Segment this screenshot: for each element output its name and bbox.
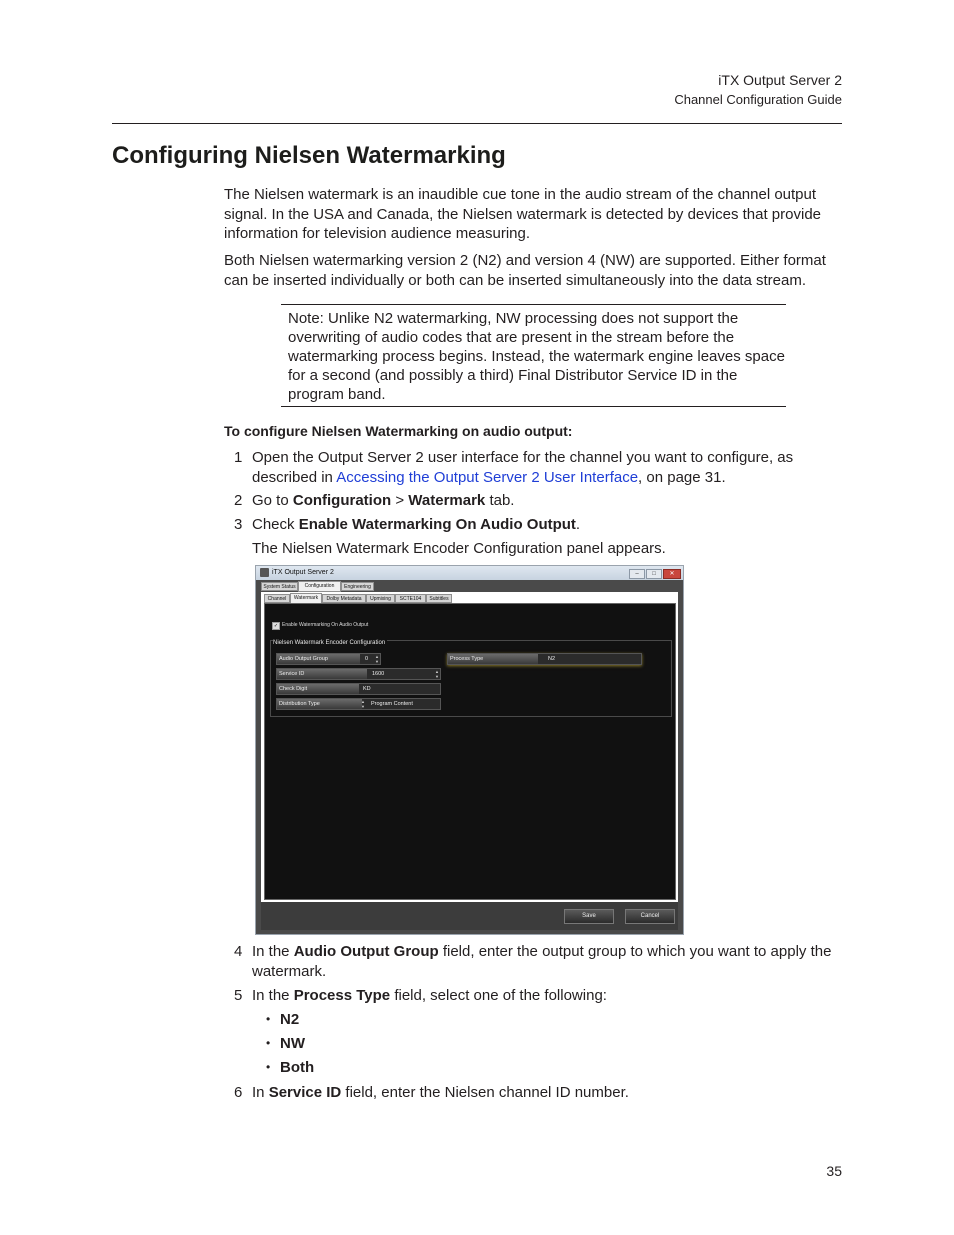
step-text: In the <box>252 943 294 960</box>
tab-system-status[interactable]: System Status <box>261 582 298 591</box>
step-number: 4 <box>234 943 243 960</box>
step-3-result: The Nielsen Watermark Encoder Configuration panel appears. <box>252 540 666 557</box>
step-text: tab. <box>485 492 515 509</box>
step-text: , on page 31. <box>638 468 726 486</box>
step-bold: Audio Output Group <box>293 943 439 960</box>
step-bold: Service ID <box>268 1084 342 1101</box>
step-number: 2 <box>234 492 243 509</box>
step-text: In the <box>252 987 294 1004</box>
tab-configuration[interactable]: Configuration <box>298 581 341 592</box>
header-guide: Channel Configuration Guide <box>674 92 842 107</box>
step-number: 3 <box>234 516 243 533</box>
encoder-config-group <box>270 640 672 717</box>
watermark-panel <box>264 603 676 900</box>
check-digit-field[interactable] <box>276 683 441 695</box>
bullet-icon: • <box>266 1060 271 1074</box>
step-text: . <box>575 516 581 533</box>
step-text: > <box>391 492 409 509</box>
window-titlebar <box>256 566 683 580</box>
field-label: Check Digit <box>277 684 359 694</box>
config-tab-content <box>261 592 678 902</box>
step-text: Check <box>252 516 299 533</box>
tab-scte104[interactable]: SCTE104 <box>395 594 426 603</box>
step-bold: Process Type <box>293 987 391 1004</box>
save-button[interactable]: Save <box>564 909 614 924</box>
step-1 <box>234 448 834 488</box>
tab-dolby-metadata[interactable]: Dolby Metadata <box>322 594 366 603</box>
option-label: NW <box>280 1035 305 1052</box>
link-accessing-ui[interactable]: Accessing the Output Server 2 User Interface <box>336 468 639 486</box>
procedure-title: To configure Nielsen Watermarking on audio output: <box>224 423 573 439</box>
note-box <box>281 304 786 407</box>
step-6 <box>234 1083 834 1103</box>
tab-subtitles[interactable]: Subtitles <box>426 594 452 603</box>
enable-watermarking-label: Enable Watermarking On Audio Output <box>282 622 369 628</box>
field-value: Program Content <box>371 701 413 707</box>
maximize-icon[interactable]: □ <box>646 569 662 579</box>
window-title: iTX Output Server 2 <box>272 569 334 576</box>
header-product: iTX Output Server 2 <box>718 72 842 88</box>
page-title: Configuring Nielsen Watermarking <box>112 142 506 169</box>
field-value: 0 <box>365 656 369 662</box>
bullet-icon: • <box>266 1012 271 1026</box>
tab-watermark[interactable]: Watermark <box>290 593 322 604</box>
window-footer <box>261 902 678 930</box>
header-rule <box>112 123 842 124</box>
step-text: field, enter the Nielsen channel ID number. <box>341 1084 629 1101</box>
app-icon <box>260 568 269 577</box>
step-4 <box>234 942 834 982</box>
step-number: 6 <box>234 1084 243 1101</box>
cancel-button[interactable]: Cancel <box>625 909 675 924</box>
option-label: N2 <box>280 1011 300 1028</box>
step-number: 5 <box>234 987 243 1004</box>
step-text: field, enter the output group to which you want to apply the watermark. <box>252 943 832 980</box>
app-window-screenshot <box>255 565 684 935</box>
option-label: Both <box>280 1059 315 1076</box>
field-value: N2 <box>548 656 556 662</box>
step-number: 1 <box>234 449 243 466</box>
bullet-icon: • <box>266 1036 271 1050</box>
page-number: 35 <box>826 1163 842 1179</box>
step-text: Open the Output Server 2 user interface for the channel you want to configure, as described in <box>252 449 794 486</box>
step-text: Go to <box>252 492 293 509</box>
enable-watermarking-checkbox[interactable]: ✓ <box>273 623 279 629</box>
step-5 <box>234 986 834 1006</box>
field-value: KD <box>363 686 371 692</box>
spinner-icon[interactable]: ▲ ▼ <box>435 669 439 679</box>
tab-channel[interactable]: Channel <box>264 594 290 603</box>
field-value: 1600 <box>372 671 385 677</box>
tab-engineering[interactable]: Engineering <box>341 582 374 591</box>
field-label: Service ID <box>277 669 367 679</box>
field-label: Audio Output Group <box>277 654 360 664</box>
step-3 <box>234 515 834 535</box>
step-text: field, select one of the following: <box>390 987 607 1004</box>
step-bold: Watermark <box>408 492 486 509</box>
distribution-type-field[interactable] <box>276 698 441 710</box>
close-icon[interactable]: ✕ <box>663 569 681 579</box>
minimize-icon[interactable]: – <box>629 569 645 579</box>
step-bold: Configuration <box>292 492 392 509</box>
process-type-field[interactable] <box>447 653 642 665</box>
step-bold: Enable Watermarking On Audio Output <box>298 516 576 533</box>
service-id-field[interactable] <box>276 668 441 680</box>
note-text: Note: Unlike N2 watermarking, NW processing does not support the overwriting of audio codes that are present in the stream before the watermarking process begins. Instead, the watermark engine leaves space for a second (and possibly a third) Final Distributor Service ID in the program band. <box>288 310 785 403</box>
encoder-config-group-label: Nielsen Watermark Encoder Configuration <box>273 640 386 646</box>
audio-output-group-field[interactable] <box>276 653 381 665</box>
intro-paragraph-1: The Nielsen watermark is an inaudible cue tone in the audio stream of the channel output signal. In the USA and Canada, the Nielsen watermark is detected by devices that provide information for television audience measuring. <box>224 186 822 242</box>
tab-upmixing[interactable]: Upmixing <box>366 594 395 603</box>
spinner-icon[interactable]: ▲ ▼ <box>361 699 365 709</box>
intro-paragraph-2: Both Nielsen watermarking version 2 (N2) and version 4 (NW) are supported. Either format can be inserted individually or both can be inserted simultaneously into the data stream. <box>224 252 826 289</box>
field-label: Distribution Type <box>277 699 362 709</box>
step-2 <box>234 491 834 511</box>
step-text: In <box>252 1084 269 1101</box>
spinner-icon[interactable]: ▲ ▼ <box>375 654 379 664</box>
field-label: Process Type <box>448 654 538 664</box>
